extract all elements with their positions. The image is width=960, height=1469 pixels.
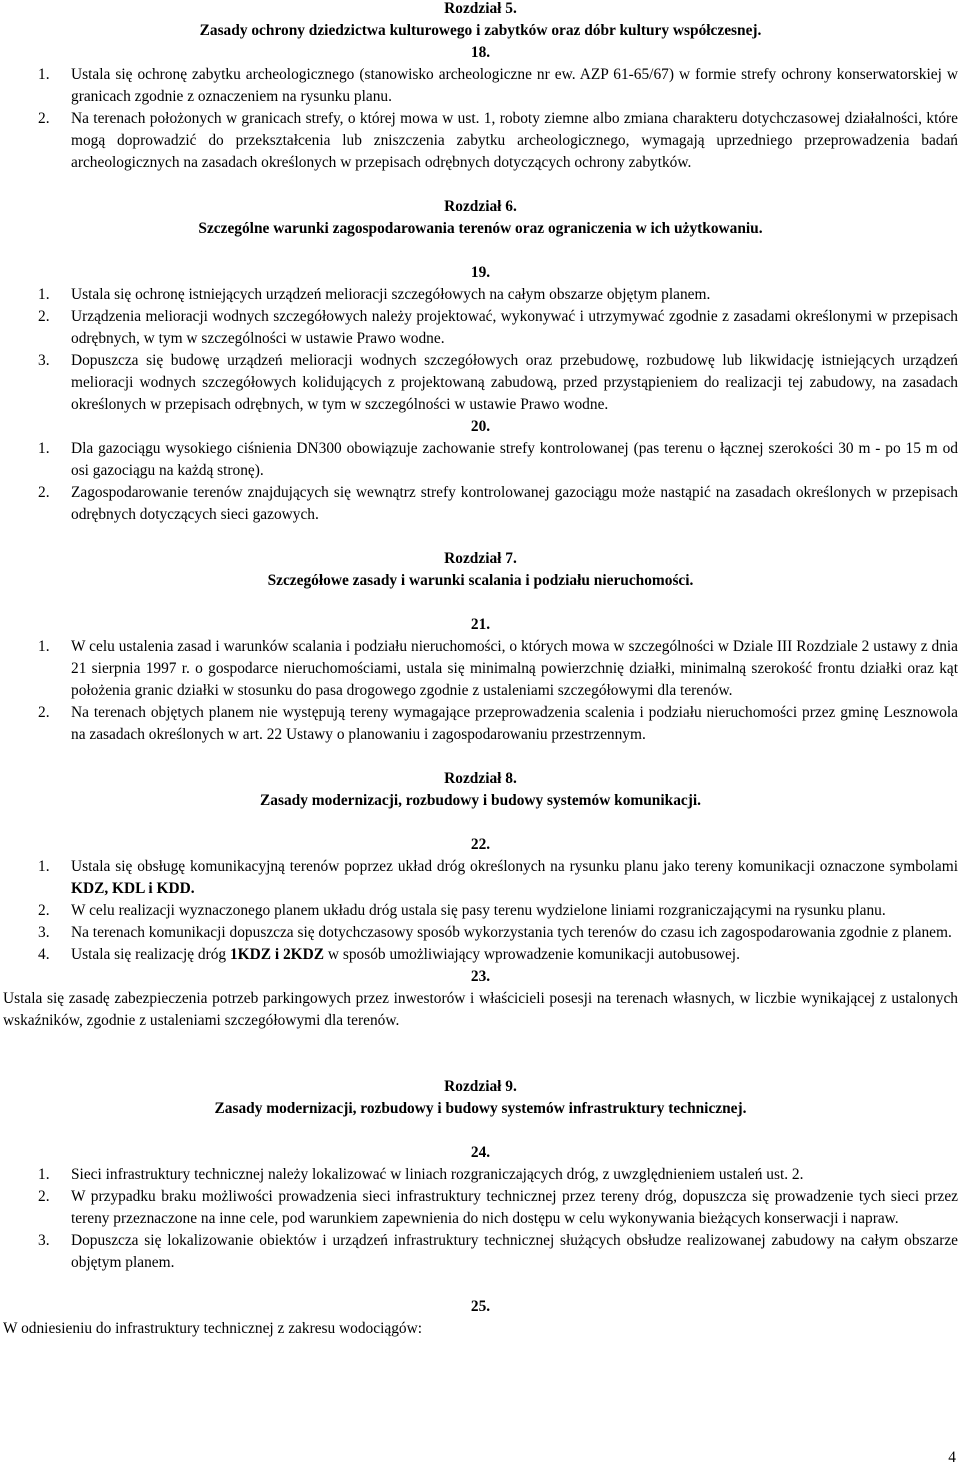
road-symbols: KDZ, KDL i KDD. <box>71 880 195 897</box>
item-number: 3. <box>38 1232 50 1249</box>
item-number: 2. <box>38 902 50 919</box>
item-number: 2. <box>38 704 50 721</box>
chapter-6-title: Szczególne warunki zagospodarowania terenów oraz ograniczenia w ich użytkowaniu. <box>198 220 763 237</box>
section-18-item-1 <box>3 64 958 108</box>
section-25-number: 25. <box>470 1298 491 1315</box>
item-text: Ustala się ochronę zabytku archeologicznego (stanowisko archeologiczne nr ew. AZP 61-65/67) w formie strefy ochrony konserwatorskiej w granicach zgodnie z oznaczeniem na rysunku planu. <box>71 66 958 105</box>
item-text: Zagospodarowanie terenów znajdujących się wewnątrz strefy kontrolowanej gazociągu może nastąpić na zasadach określonych w przepisach odrębnych dotyczących sieci gazowych. <box>71 484 958 523</box>
chapter-7-title: Szczegółowe zasady i warunki scalania i podziału nieruchomości. <box>267 572 694 589</box>
item-number: 2. <box>38 110 50 127</box>
section-24-number: 24. <box>470 1144 491 1161</box>
item-number: 1. <box>38 1166 50 1183</box>
section-19-item-2 <box>3 306 958 350</box>
section-22-item-4 <box>3 944 958 966</box>
item-text: Ustala się obsługę komunikacyjną terenów poprzez układ dróg określonych na rysunku planu jako tereny komunikacji oznaczone symbolami <box>71 858 958 875</box>
item-text: W celu realizacji wyznaczonego planem układu dróg ustala się pasy terenu wydzielone liniami rozgraniczającymi na rysunku planu. <box>71 902 886 919</box>
item-number: 1. <box>38 638 50 655</box>
item-text: Na terenach objętych planem nie występują tereny wymagające przeprowadzenia scalenia i podziału nieruchomości przez gminę Lesznowola na zasadach określonych w art. 22 Ustawy o planowaniu i zagospodarowaniu przestrzennym. <box>71 704 958 743</box>
chapter-9-heading: Rozdział 9. <box>444 1078 517 1095</box>
item-text: Ustala się ochronę istniejących urządzeń melioracji szczegółowych na całym obszarze objętym planem. <box>71 286 711 303</box>
page-number: 4 <box>948 1449 956 1466</box>
section-21-item-1 <box>3 636 958 702</box>
chapter-7-heading: Rozdział 7. <box>444 550 517 567</box>
section-24-item-1 <box>3 1164 958 1186</box>
section-21-number: 21. <box>470 616 491 633</box>
section-24-item-3 <box>3 1230 958 1274</box>
chapter-5-heading: Rozdział 5. <box>444 0 517 17</box>
chapter-9-title: Zasady modernizacji, rozbudowy i budowy systemów infrastruktury technicznej. <box>214 1100 747 1117</box>
item-text: W przypadku braku możliwości prowadzenia sieci infrastruktury technicznej przez tereny dróg, dopuszcza się prowadzenie tych sieci przez tereny przeznaczone na inne cele, pod warunkiem zapewnienia do nich dostępu w celu wykonywania bieżących konserwacji i napraw. <box>71 1188 958 1227</box>
chapter-5-title: Zasady ochrony dziedzictwa kulturowego i zabytków oraz dóbr kultury współczesnej. <box>199 22 762 39</box>
item-text: Dopuszcza się budowę urządzeń melioracji wodnych szczegółowych oraz przebudowę, rozbudowę lub likwidację istniejących urządzeń melioracji wodnych szczegółowych kolidujących z projektowaną zabudową, przed przystąpieniem do realizacji tej zabudowy, na zasadach określonych w przepisach odrębnych, w tym w szczególności w ustawie Prawo wodne. <box>71 352 958 413</box>
section-23-number: 23. <box>470 968 491 985</box>
section-18-item-2 <box>3 108 958 174</box>
item-number: 1. <box>38 440 50 457</box>
item-number: 4. <box>38 946 50 963</box>
chapter-6-heading: Rozdział 6. <box>444 198 517 215</box>
item-text: Sieci infrastruktury technicznej należy lokalizować w liniach rozgraniczających dróg, z uwzględnieniem ustaleń ust. 2. <box>71 1166 804 1183</box>
item-text: Dla gazociągu wysokiego ciśnienia DN300 obowiązuje zachowanie strefy kontrolowanej (pas terenu o łącznej szerokości 30 m - po 15 m od osi gazociągu na każdą stronę). <box>71 440 958 479</box>
item-text: Ustala się realizację dróg <box>71 946 230 963</box>
item-text: Na terenach położonych w granicach strefy, o której mowa w ust. 1, roboty ziemne albo zmiana charakteru dotychczasowej działalności, które mogą doprowadzić do przekształcenia lub zniszczenia zabytku archeologicznego, wymagają uprzedniego przeprowadzenia badań archeologicznych na zasadach określonych w przepisach odrębnych dotyczących ochrony zabytków. <box>71 110 958 171</box>
section-20-item-2 <box>3 482 958 526</box>
item-text-end: w sposób umożliwiający wprowadzenie komunikacji autobusowej. <box>324 946 740 963</box>
item-text: W celu ustalenia zasad i warunków scalania i podziału nieruchomości, o których mowa w szczególności w Dziale III Rozdziale 2 ustawy z dnia 21 sierpnia 1997 r. o gospodarce nieruchomościami, ustala się minimalną powierzchnię działki, minimalną szerokość frontu działki oraz kąt położenia granic działki w stosunku do pasa drogowego zgodnie z ustaleniami szczegółowymi dla terenów. <box>71 638 958 699</box>
document-page <box>3 0 958 1340</box>
item-number: 3. <box>38 352 50 369</box>
section-20-item-1 <box>3 438 958 482</box>
item-number: 1. <box>38 66 50 83</box>
section-19-number: 19. <box>470 264 491 281</box>
item-number: 2. <box>38 308 50 325</box>
chapter-8-title: Zasady modernizacji, rozbudowy i budowy systemów komunikacji. <box>260 792 701 809</box>
section-22-item-1 <box>3 856 958 900</box>
section-22-item-3 <box>3 922 958 944</box>
section-25-text: W odniesieniu do infrastruktury technicznej z zakresu wodociągów: <box>3 1320 422 1337</box>
section-23-text: Ustala się zasadę zabezpieczenia potrzeb parkingowych przez inwestorów i właścicieli posesji na terenach własnych, w liczbie wynikającej z ustalonych wskaźników, zgodnie z ustaleniami szczegółowymi dla terenów. <box>3 990 958 1029</box>
item-number: 3. <box>38 924 50 941</box>
section-19-item-3 <box>3 350 958 416</box>
item-number: 2. <box>38 1188 50 1205</box>
item-text: Dopuszcza się lokalizowanie obiektów i urządzeń infrastruktury technicznej służących obsłudze realizowanej zabudowy na całym obszarze objętym planem. <box>71 1232 958 1271</box>
section-19-item-1 <box>3 284 958 306</box>
section-18-number: 18. <box>470 44 491 61</box>
item-number: 1. <box>38 286 50 303</box>
item-text: Na terenach komunikacji dopuszcza się dotychczasowy sposób wykorzystania tych terenów do czasu ich zagospodarowania zgodnie z planem. <box>71 924 952 941</box>
section-22-item-2 <box>3 900 958 922</box>
item-number: 2. <box>38 484 50 501</box>
road-symbols: 1KDZ i 2KDZ <box>229 946 325 963</box>
item-text: Urządzenia melioracji wodnych szczegółowych należy projektować, wykonywać i utrzymywać zgodnie z zasadami określonymi w przepisach odrębnych, w tym w szczególności w ustawie Prawo wodne. <box>71 308 958 347</box>
section-22-number: 22. <box>470 836 491 853</box>
section-21-item-2 <box>3 702 958 746</box>
chapter-8-heading: Rozdział 8. <box>444 770 517 787</box>
section-24-item-2 <box>3 1186 958 1230</box>
item-number: 1. <box>38 858 50 875</box>
section-20-number: 20. <box>470 418 491 435</box>
